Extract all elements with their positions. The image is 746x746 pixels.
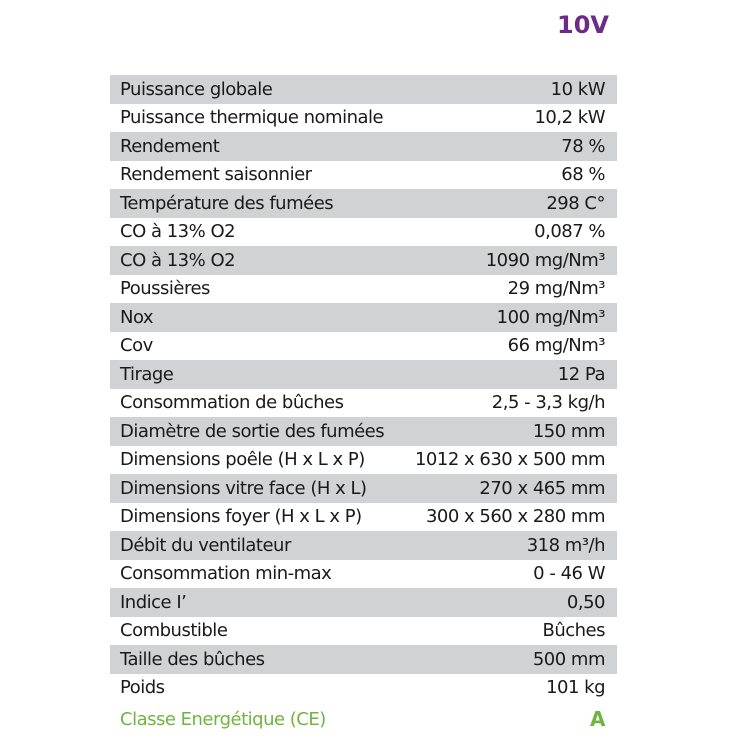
spec-value: 150 mm [532,420,605,442]
spec-value: 270 x 465 mm [479,477,605,499]
spec-value: 1012 x 630 x 500 mm [414,449,605,471]
spec-label: CO à 13% O2 [120,249,236,271]
spec-row [110,360,617,389]
spec-value: 68 % [561,164,605,186]
spec-row [110,617,617,646]
spec-row [110,674,617,703]
spec-row [110,560,617,589]
spec-row [110,332,617,361]
spec-label: Poussières [120,278,210,300]
spec-row [110,417,617,446]
spec-row [110,588,617,617]
spec-row [110,246,617,275]
spec-label: Consommation min-max [120,563,332,585]
spec-value: 0 - 46 W [533,563,605,585]
spec-value: 0,087 % [534,221,605,243]
spec-value: 12 Pa [557,363,605,385]
spec-label: Tirage [120,363,174,385]
spec-table [110,75,617,736]
spec-label: Dimensions foyer (H x L x P) [120,506,362,528]
spec-row [110,189,617,218]
spec-row [110,446,617,475]
spec-value: 101 kg [546,677,605,699]
spec-row [110,645,617,674]
spec-value: 100 mg/Nm³ [496,306,605,328]
spec-value: 318 m³/h [526,534,605,556]
spec-value: 10,2 kW [534,107,605,129]
spec-row [110,303,617,332]
spec-label: Combustible [120,620,228,642]
spec-label: Rendement saisonnier [120,164,312,186]
spec-value: 66 mg/Nm³ [507,335,605,357]
spec-label: Dimensions poêle (H x L x P) [120,449,365,471]
energy-class-label: Classe Energétique (CE) [120,708,326,730]
spec-label: Poids [120,677,165,699]
spec-label: Rendement [120,135,220,157]
spec-value: 0,50 [566,591,605,613]
spec-label: Débit du ventilateur [120,534,291,556]
spec-label: Température des fumées [120,192,334,214]
energy-class-value: A [590,707,605,731]
spec-value: 1090 mg/Nm³ [485,249,605,271]
spec-label: Nox [120,306,154,328]
spec-label: CO à 13% O2 [120,221,236,243]
spec-value: 29 mg/Nm³ [507,278,605,300]
spec-value: 2,5 - 3,3 kg/h [491,392,605,414]
model-title: 10V [557,11,609,39]
spec-label: Taille des bûches [120,648,265,670]
spec-label: Puissance globale [120,78,273,100]
spec-value: 500 mm [532,648,605,670]
spec-row [110,104,617,133]
spec-row [110,132,617,161]
spec-row [110,474,617,503]
spec-value: 78 % [561,135,605,157]
energy-class-row [110,702,617,736]
spec-row [110,161,617,190]
spec-row [110,389,617,418]
spec-label: Consommation de bûches [120,392,344,414]
spec-value: 10 kW [550,78,605,100]
spec-row [110,503,617,532]
spec-value: 298 C° [546,192,605,214]
spec-label: Diamètre de sortie des fumées [120,420,385,442]
spec-label: Cov [120,335,153,357]
spec-label: Puissance thermique nominale [120,107,384,129]
spec-row [110,218,617,247]
spec-value: Bûches [542,620,605,642]
spec-label: Indice I’ [120,591,187,613]
spec-row [110,531,617,560]
spec-row [110,75,617,104]
spec-value: 300 x 560 x 280 mm [425,506,605,528]
spec-label: Dimensions vitre face (H x L) [120,477,367,499]
spec-row [110,275,617,304]
